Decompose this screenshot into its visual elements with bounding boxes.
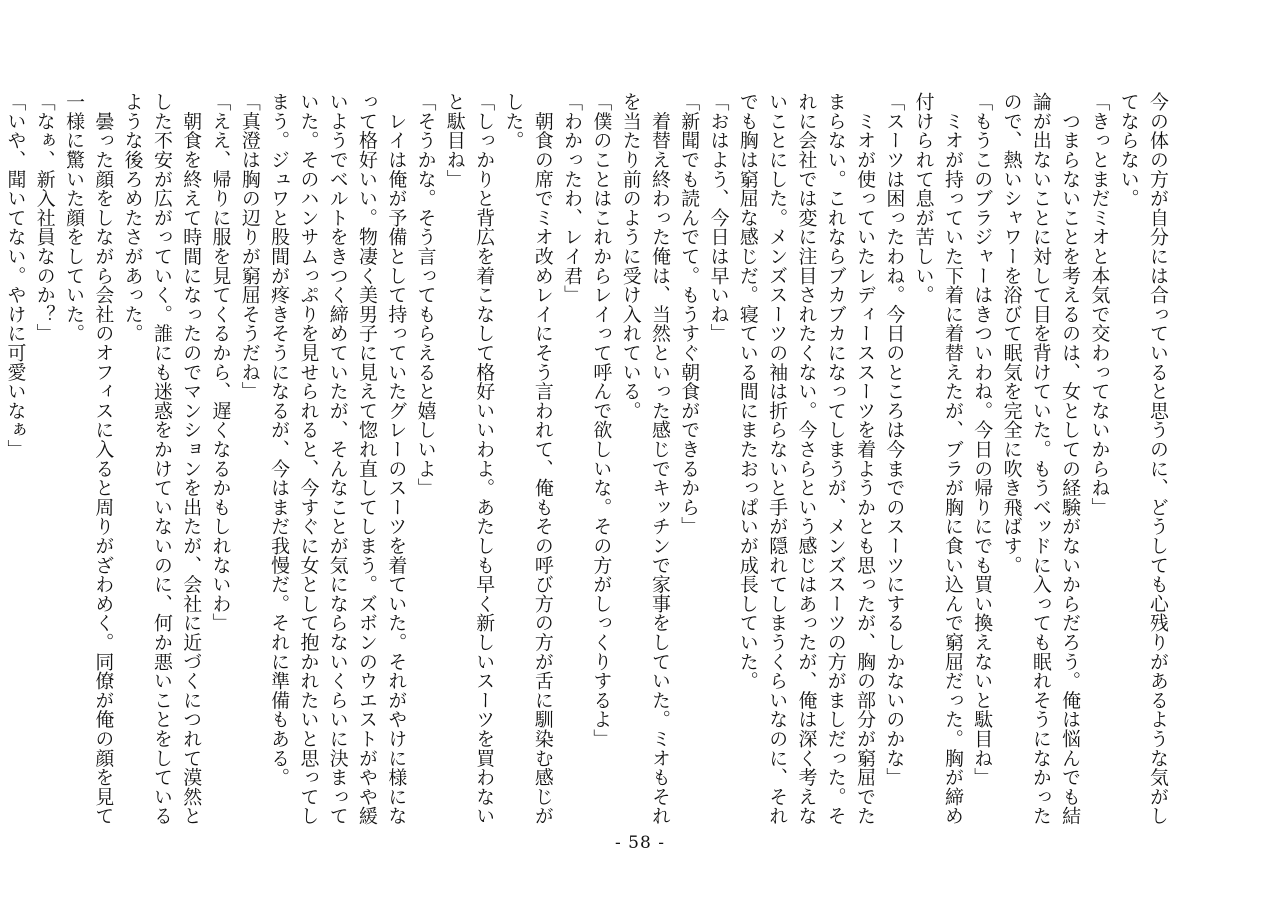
paragraph: 「いや、聞いてない。やけに可愛いなぁ」 <box>4 92 27 459</box>
page-number: - 58 - <box>615 833 665 853</box>
paragraph: 「きっとまだミオと本気で交わってないからね」 <box>1088 92 1111 517</box>
paragraph: 朝食を終えて時間になったのでマンションを出たが、会社に近づくにつれて漠然とした不安が広がっていく。誰にも迷惑をかけていないのに、何か悪いことをしているような後ろめたさがあった。 <box>121 92 203 826</box>
paragraph: つまらないことを考えるのは、女としての経験がないからだろう。俺は悩んでも結論が出ないことに対して目を背けていた。もうベッドに入っても眠れそうになかったので、熱いシャワーを浴びて眠気を完全に吹き飛ばす。 <box>1000 92 1082 826</box>
paragraph: 着替え終わった俺は、当然といった感じでキッチンで家事をしていた。ミオもそれを当たり前のように受け入れている。 <box>619 92 671 826</box>
paragraph: 朝食の席でミオ改めレイにそう言われて、俺もその呼び方の方が舌に馴染む感じがした。 <box>502 92 554 826</box>
body-text <box>0 92 1172 842</box>
paragraph: 「ええ、帰りに服を見てくるから、遅くなるかもしれないわ」 <box>209 92 232 633</box>
paragraph: 「そうかな。そう言ってもらえると嬉しいよ」 <box>414 92 437 498</box>
paragraph: 「新聞でも読んでて。もうすぐ朝食ができるから」 <box>678 92 701 536</box>
paragraph: 「なぁ、新入社員なのか？」 <box>33 92 56 343</box>
paragraph: 「わかったわ、レイ君」 <box>561 92 584 305</box>
paragraph: ミオが使っていたレディーススーツを着ようかとも思ったが、胸の部分が窮屈でたまらない。これならブカブカになってしまうが、メンズスーツの方がましだった。それに会社では変に注目されたくない。今さらという感じはあったが、俺は深く考えないことにした。メンズスーツの袖は折らないと手が隠れてしまうくらいなのに、それでも胸は窮屈な感じだ。寝ている間にまたおっぱいが成長していた。 <box>736 92 877 826</box>
paragraph: 曇った顔をしながら会社のオフィスに入ると周りがざわめく。同僚が俺の顔を見て一様に驚いた顔をしていた。 <box>63 92 115 826</box>
paragraph: ミオが持っていた下着に着替えたが、ブラが胸に食い込んで窮屈だった。胸が締め付けられて息が苦しい。 <box>912 92 964 826</box>
paragraph: 「真澄は胸の辺りが窮屈そうだね」 <box>238 92 261 401</box>
paragraph: 「おはよう、今日は早いね」 <box>707 92 730 343</box>
paragraph: レイは俺が予備として持っていたグレーのスーツを着ていた。それがやけに様になって格好いい。物凄く美男子に見えて惚れ直してしまう。ズボンのウエストがやや緩いようでベルトをきつく締めていたが、そんなことが気にならないくらいに決まっていた。そのハンサムっぷりを見せられると、今すぐに女として抱かれたいと思ってしまう。ジュワと股間が疼きそうになるが、今はまだ我慢だ。それに準備もある。 <box>268 92 408 826</box>
paragraph: 「スーツは困ったわね。今日のところは今までのスーツにするしかないのかな」 <box>883 92 906 787</box>
paragraph: 「もうこのブラジャーはきついわね。今日の帰りにでも買い換えないと駄目ね」 <box>971 92 994 787</box>
paragraph: 「しっかりと背広を着こなして格好いいわよ。あたしも早く新しいスーツを買わないと駄目ね」 <box>443 92 496 826</box>
paragraph: 今の体の方が自分には合っていると思うのに、どうしても心残りがあるような気がしてならない。 <box>1117 92 1169 826</box>
paragraph: 「僕のことはこれからレイって呼んで欲しいな。その方がしっくりするよ」 <box>590 92 613 749</box>
